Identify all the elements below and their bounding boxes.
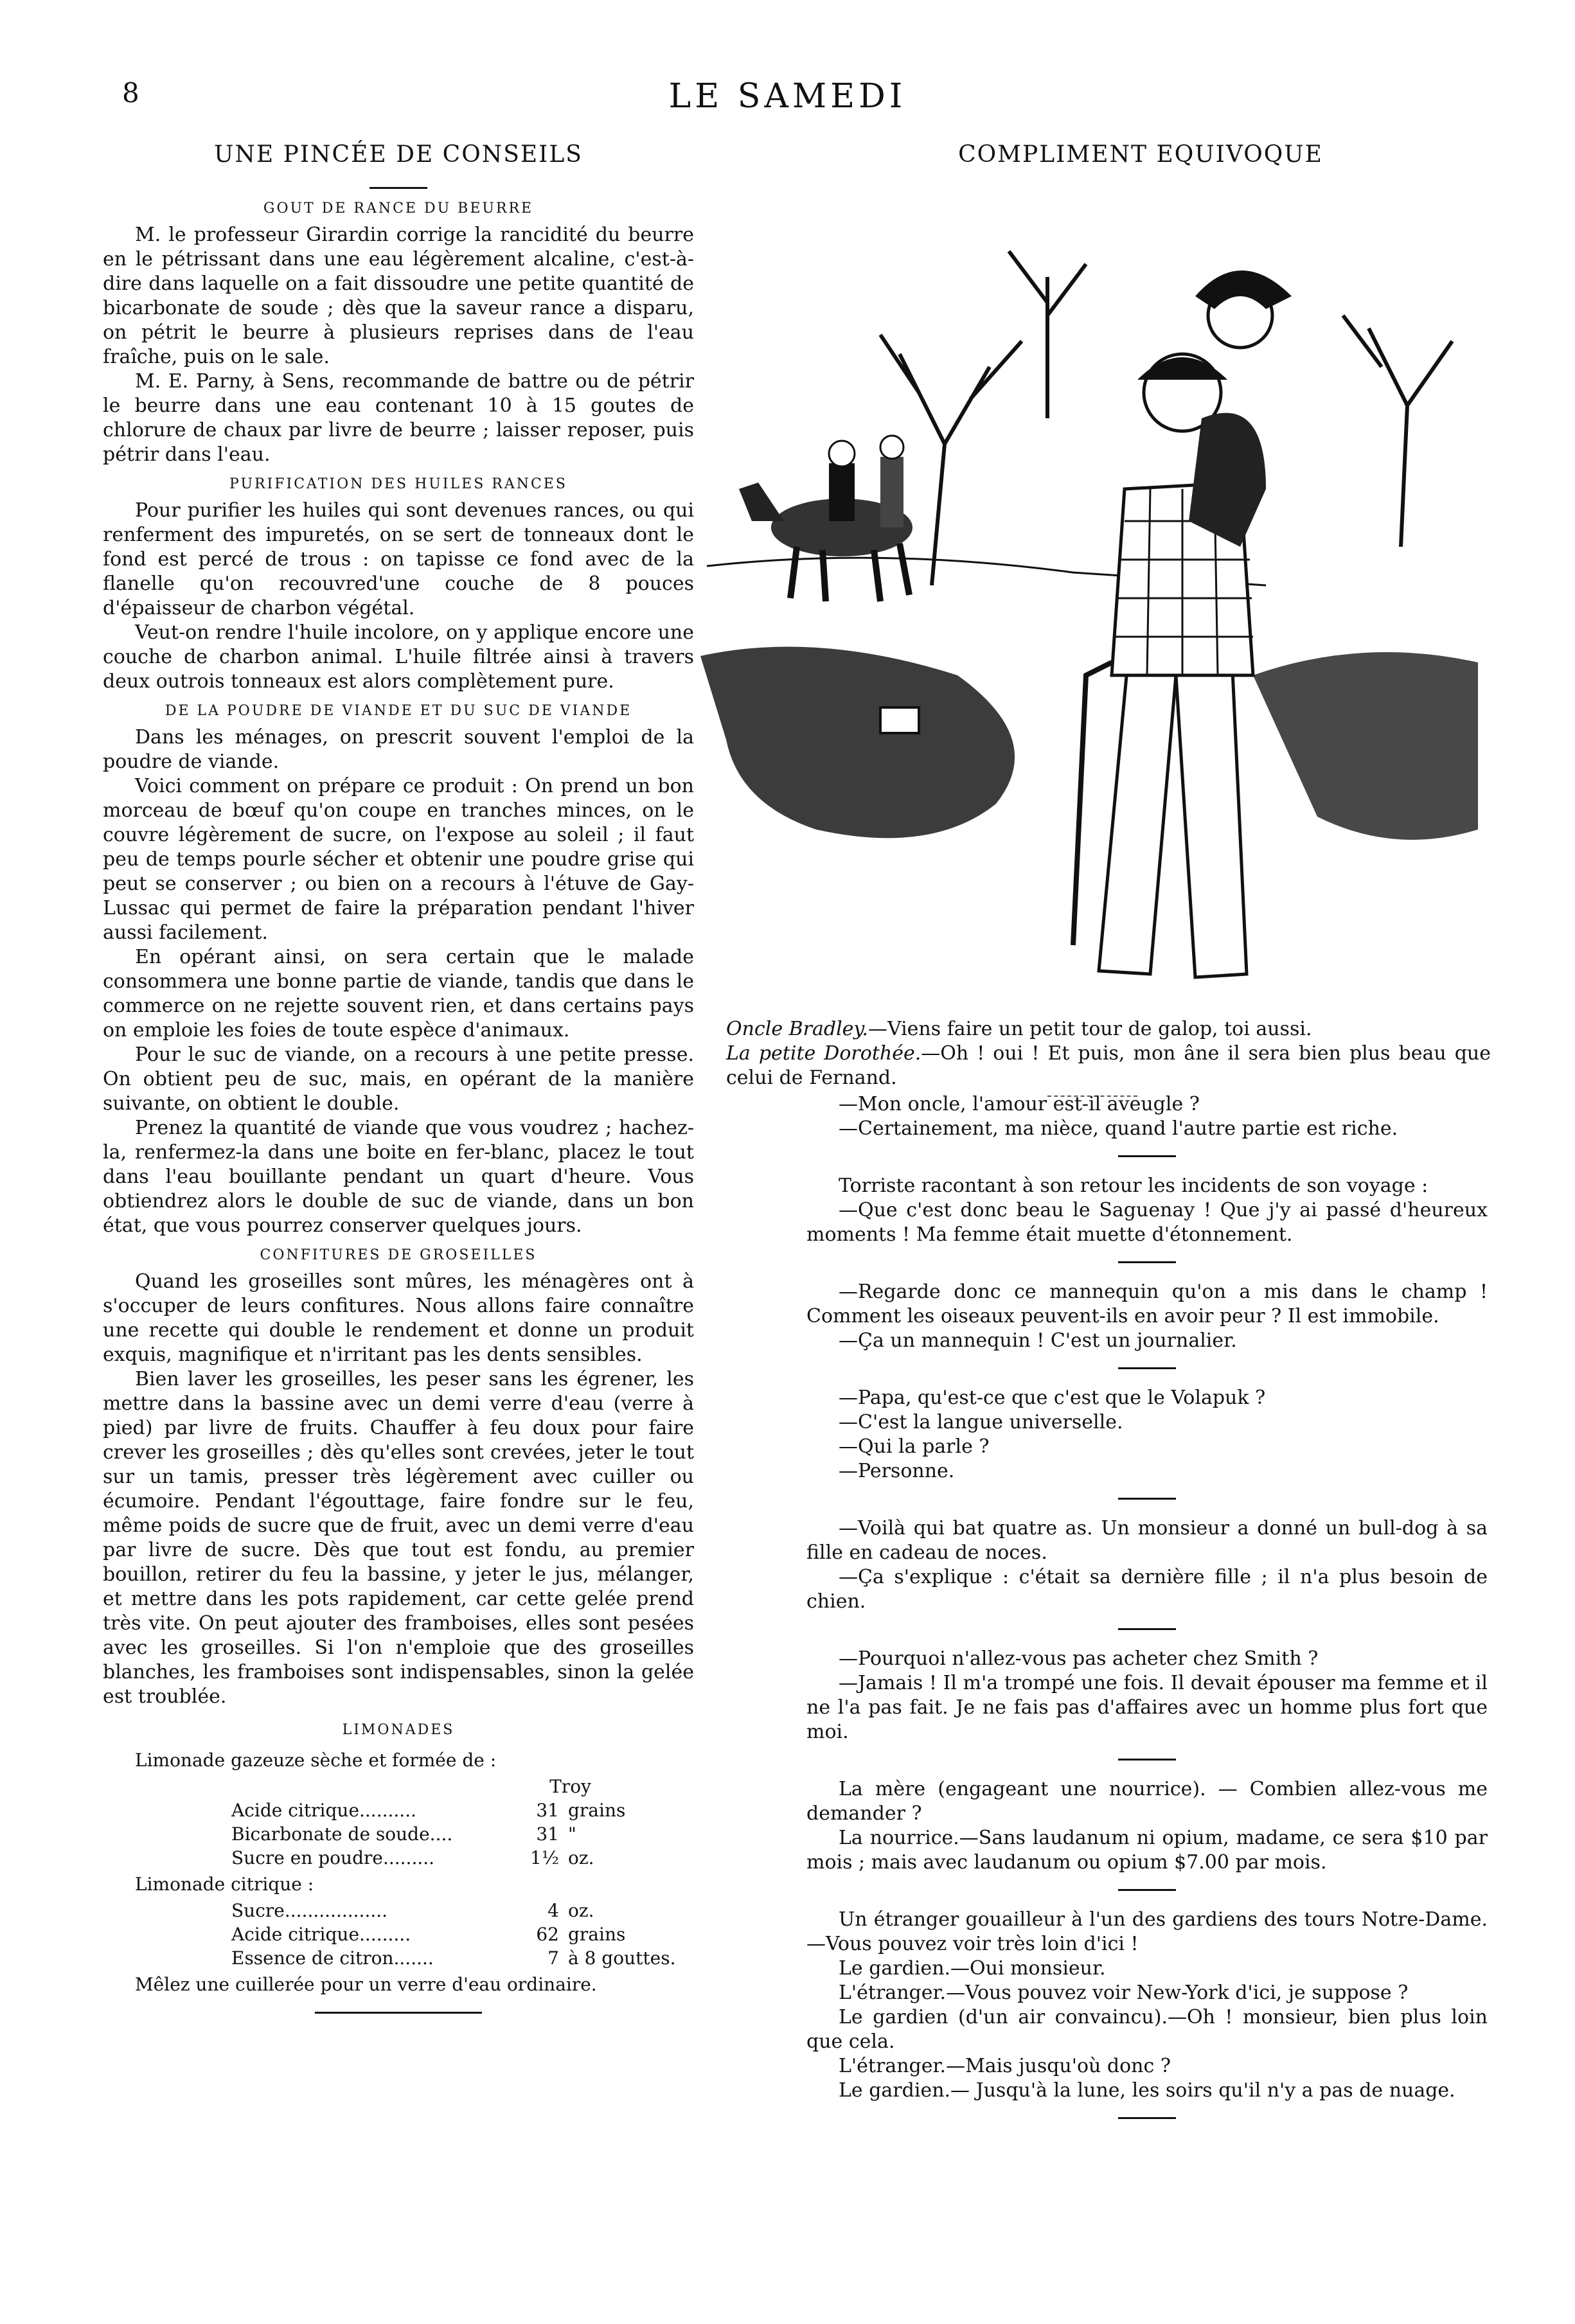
paragraph: Quand les groseilles sont mûres, les ménagères ont à s'occuper de leurs confitures. Nous allons faire connaître une recette qui double le rendement et donne un produit exquis, magnifique et n'irritant pas les dents sensibles. xyxy=(103,1270,694,1366)
paragraph: M. le professeur Girardin corrige la rancidité du beurre en le pétrissant dans une eau légèrement alcaline, c'est-à-dire dans laquelle on a fait dissoudre une petite quantité de bicarbonate de soude ; dès que la saveur rance a disparu, on pétrit le beurre à plusieurs reprises dans de l'eau fraîche, puis on le sale. xyxy=(103,224,694,368)
joke-item xyxy=(806,1647,1488,1744)
ingredient-row xyxy=(103,1946,694,1970)
joke-item xyxy=(806,1174,1488,1247)
joke-item xyxy=(806,1777,1488,1875)
joke-line: —C'est la langue universelle. xyxy=(839,1411,1123,1433)
right-top-column xyxy=(688,141,1491,1108)
joke-line: —Certainement, ma nièce, quand l'autre partie est riche. xyxy=(839,1117,1398,1140)
ingredient-qty: 31 xyxy=(536,1823,559,1845)
ingredient-row xyxy=(103,1899,694,1922)
limonade-closing: Mêlez une cuillerée pour un verre d'eau ordinaire. xyxy=(135,1974,597,1995)
joke-item xyxy=(806,1516,1488,1614)
joke-line: —Personne. xyxy=(839,1460,955,1482)
joke-line: Le gardien.—Oui monsieur. xyxy=(839,1957,1106,1980)
joke-separator xyxy=(1118,1498,1176,1500)
joke-line: Un étranger gouailleur à l'un des gardiens des tours Notre-Dame.—Vous pouvez voir très loin d'ici ! xyxy=(806,1908,1488,1955)
ingredient-qty: 1½ xyxy=(530,1847,559,1868)
joke-line: —Ça s'explique : c'était sa dernière fille ; il n'a plus besoin de chien. xyxy=(806,1566,1488,1613)
paragraph: Voici comment on prépare ce produit : On prend un bon morceau de bœuf qu'on coupe en tranches minces, on le couvre légèrement de sucre, on l'expose au soleil ; il faut peu de temps pourle sécher et obtenir une poudre grise qui peut se conserver ; ou bien on a recours à l'étuve de Gay-Lussac qui permet de faire la préparation pendant l'hiver aussi facilement. xyxy=(103,775,694,944)
joke-line: La nourrice.—Sans laudanum ni opium, madame, ce sera $10 par mois ; mais avec laudanum ou opium $7.00 par mois. xyxy=(806,1827,1488,1874)
joke-line: Le gardien (d'un air convaincu).—Oh ! monsieur, bien plus loin que cela. xyxy=(806,2006,1488,2053)
ingredient-row xyxy=(103,1822,694,1846)
joke-line: Le gardien.— Jusqu'à la lune, les soirs qu'il n'y a pas de nuage. xyxy=(839,2079,1455,2102)
caption-text: —Oh ! oui ! Et puis, mon âne il sera bien plus beau que celui de Fernand. xyxy=(726,1042,1491,1089)
uncle-figure xyxy=(1073,271,1292,977)
ingredient-name: Acide citrique.......... xyxy=(231,1800,417,1821)
joke-line: —Pourquoi n'allez-vous pas acheter chez Smith ? xyxy=(839,1647,1319,1670)
section-heading: CONFITURES DE GROSEILLES xyxy=(260,1247,537,1263)
field-sign xyxy=(880,707,919,733)
limonade-intro: Limonade citrique : xyxy=(135,1874,314,1895)
section-viande xyxy=(103,703,694,1238)
joke-line: —Papa, qu'est-ce que c'est que le Volapuk ? xyxy=(839,1387,1266,1409)
joke-separator xyxy=(1118,1261,1176,1263)
joke-line: —Jamais ! Il m'a trompé une fois. Il devait épouser ma femme et il ne l'a pas fait. Je ne fais pas d'affaires avec un homme plus fort que moi. xyxy=(806,1672,1488,1743)
ingredient-name: Sucre en poudre......... xyxy=(231,1847,435,1868)
joke-separator xyxy=(1118,1155,1176,1157)
paragraph: En opérant ainsi, on sera certain que le malade consommera une bonne partie de viande, tandis que dans le commerce on ne rejette souvent rien, et dans certains pays on emploie les foies de toute espèce d'animaux. xyxy=(103,946,694,1042)
paragraph: Prenez la quantité de viande que vous voudrez ; hachez-la, renfermez-la dans une boite en fer-blanc, placez le tout dans l'eau bouillante pendant un quart d'heure. Vous obtiendrez alors le double de suc de viande, dans un bon état, que vous pourrez conserver quelques jours. xyxy=(103,1117,694,1237)
left-column xyxy=(103,141,694,2025)
caption-line xyxy=(688,1042,1491,1090)
cartoon-illustration xyxy=(688,187,1484,1009)
ingredient-name: Sucre.................. xyxy=(231,1900,388,1921)
cartoon-drawing xyxy=(688,187,1484,1009)
section-beurre xyxy=(103,200,694,467)
joke-item xyxy=(806,1092,1488,1141)
limonades-section xyxy=(103,1718,694,2014)
ingredient-qty: 4 xyxy=(547,1900,559,1921)
paragraph: Pour le suc de viande, on a recours à une petite presse. On obtient peu de suc, mais, en opérant de la manière suivante, on obtient le double. xyxy=(103,1043,694,1115)
ingredient-unit: " xyxy=(568,1823,576,1845)
page-number: 8 xyxy=(122,77,139,109)
paragraph: Bien laver les groseilles, les peser sans les égrener, les mettre dans la bassine avec un demi verre d'eau (verre à pied) par livre de fruits. Chauffer à feu doux pour faire crever les groseilles ; dès qu'elles sont crevées, jeter le tout sur un tamis, presser très légèrement avec cuiller ou écumoire. Pendant l'égouttage, faire fondre sur le feu, même poids de sucre que de fruit, avec un demi verre d'eau par livre de sucre. Dès que tout est fondu, au premier bouillon, retirer du feu la bassine, y jeter le jus, mélanger, et mettre dans les pots rapidement, car cette gelée prend très vite. On peut ajouter des framboises, elles sont pesées avec les groseilles. Si l'on n'emploie que des groseilles blanches, les framboises sont indispensables, sinon la gelée est troublée. xyxy=(103,1368,694,1708)
section-heading: LIMONADES xyxy=(342,1722,455,1738)
jokes-column xyxy=(806,1092,1488,2136)
caption-line xyxy=(688,1017,1491,1042)
joke-line: —Voilà qui bat quatre as. Un monsieur a donné un bull-dog à sa fille en cadeau de noces. xyxy=(806,1517,1488,1564)
joke-item xyxy=(806,1386,1488,1484)
section-confitures xyxy=(103,1247,694,1709)
limonade-intro: Limonade gazeuze sèche et formée de : xyxy=(135,1750,497,1771)
caption-text: —Viens faire un petit tour de galop, toi aussi. xyxy=(868,1018,1312,1040)
ingredient-row xyxy=(103,1846,694,1870)
speaker-name: La petite Dorothée. xyxy=(726,1042,921,1065)
joke-line: —Qui la parle ? xyxy=(839,1435,990,1458)
ingredient-unit: oz. xyxy=(568,1847,594,1868)
joke-line: L'étranger.—Mais jusqu'où donc ? xyxy=(839,2055,1171,2077)
joke-line: La mère (engageant une nourrice). — Combien allez-vous me demander ? xyxy=(806,1778,1488,1825)
joke-line: —Mon oncle, l'amour est-il aveugle ? xyxy=(839,1093,1200,1115)
ingredient-unit: grains xyxy=(568,1924,626,1945)
joke-line: —Ça un mannequin ! C'est un journalier. xyxy=(839,1329,1237,1352)
ingredient-unit: à 8 gouttes. xyxy=(568,1947,676,1969)
ingredient-unit: grains xyxy=(568,1800,626,1821)
speaker-name: Oncle Bradley. xyxy=(726,1018,868,1040)
joke-item xyxy=(806,1908,1488,2103)
joke-line: Torriste racontant à son retour les incidents de son voyage : xyxy=(839,1175,1428,1197)
joke-separator xyxy=(1118,1759,1176,1761)
joke-line: L'étranger.—Vous pouvez voir New-York d'ici, je suppose ? xyxy=(839,1982,1409,2004)
ingredient-qty: 31 xyxy=(536,1800,559,1821)
paragraph: Dans les ménages, on prescrit souvent l'emploi de la poudre de viande. xyxy=(103,726,694,773)
title-rule xyxy=(369,187,427,189)
section-huiles xyxy=(103,476,694,694)
end-rule xyxy=(315,2012,482,2014)
section-heading: PURIFICATION DES HUILES RANCES xyxy=(229,476,567,492)
ingredient-row xyxy=(103,1798,694,1822)
newspaper-title: LE SAMEDI xyxy=(668,77,907,116)
joke-item xyxy=(806,1280,1488,1353)
section-heading: DE LA POUDRE DE VIANDE ET DU SUC DE VIANDE xyxy=(165,703,632,719)
joke-line: —Que c'est donc beau le Saguenay ! Que j'y ai passé d'heureux moments ! Ma femme était muette d'étonnement. xyxy=(806,1199,1488,1246)
ingredient-name: Bicarbonate de soude.... xyxy=(231,1823,453,1845)
joke-line: —Regarde donc ce mannequin qu'on a mis dans le champ ! Comment les oiseaux peuvent-ils en avoir peur ? Il est immobile. xyxy=(806,1281,1488,1327)
page-header xyxy=(0,77,1575,122)
conseils-title: UNE PINCÉE DE CONSEILS xyxy=(214,141,583,168)
paragraph: M. E. Parny, à Sens, recommande de battre ou de pétrir le beurre dans une eau contenant 10 à 15 goutes de chlorure de chaux par livre de beurre ; laisser reposer, puis pétrir dans l'eau. xyxy=(103,370,694,466)
ingredient-name: Acide citrique......... xyxy=(231,1924,411,1945)
end-separator xyxy=(1118,2117,1176,2119)
compliment-title: COMPLIMENT EQUIVOQUE xyxy=(958,141,1323,168)
joke-separator xyxy=(1118,1628,1176,1630)
troy-label: Troy xyxy=(549,1776,591,1797)
ingredient-row xyxy=(103,1922,694,1946)
paragraph: Veut-on rendre l'huile incolore, on y applique encore une couche de charbon animal. L'huile filtrée ainsi à travers deux outrois tonneaux est alors complètement pure. xyxy=(103,621,694,693)
joke-separator xyxy=(1118,1367,1176,1369)
joke-separator xyxy=(1118,1889,1176,1891)
section-heading: GOUT DE RANCE DU BEURRE xyxy=(263,200,534,217)
ingredient-qty: 62 xyxy=(536,1924,559,1945)
ingredient-name: Essence de citron....... xyxy=(231,1947,434,1969)
ingredient-unit: oz. xyxy=(568,1900,594,1921)
donkey-rider-figure xyxy=(739,436,912,601)
cartoon-caption xyxy=(688,1017,1491,1090)
ingredient-qty: 7 xyxy=(547,1947,559,1969)
paragraph: Pour purifier les huiles qui sont devenues rances, ou qui renferment des impuretés, on se sert de tonneaux dont le fond est percé de trous : on tapisse ce fond avec de la flanelle qu'on recouvred'une couche de 8 pouces d'épaisseur de charbon végétal. xyxy=(103,499,694,619)
